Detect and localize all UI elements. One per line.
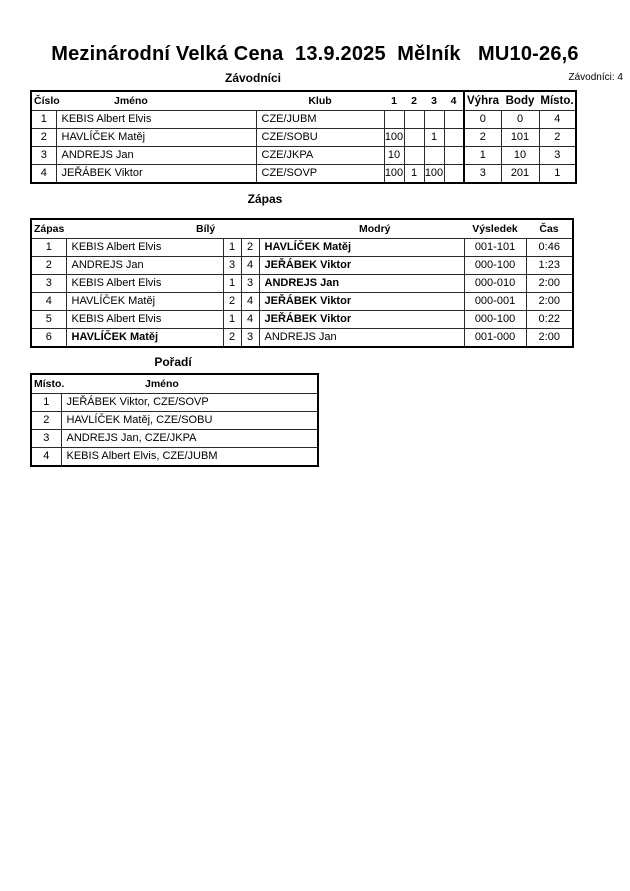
matches-section-title: Zápas	[247, 192, 283, 206]
competitors-section-title: Závodníci	[224, 71, 282, 85]
cell-number: 2	[31, 129, 56, 147]
match-row	[31, 275, 573, 293]
competitor-row	[31, 147, 576, 165]
cell-blue-name: HAVLÍČEK Matěj	[259, 239, 464, 257]
cell-score-2	[404, 129, 424, 147]
cell-name: KEBIS Albert Elvis, CZE/JUBM	[61, 448, 318, 467]
cell-points: 10	[501, 147, 539, 165]
col-header-time: Čas	[526, 219, 573, 239]
col-header-blue: Modrý	[259, 219, 464, 239]
col-header-name: Jméno	[61, 374, 318, 394]
cell-result: 000-100	[464, 257, 526, 275]
col-header-round-1: 1	[384, 91, 404, 111]
cell-match-number: 2	[31, 257, 66, 275]
cell-score-4	[444, 129, 464, 147]
cell-match-number: 1	[31, 239, 66, 257]
cell-number: 4	[31, 165, 56, 184]
cell-name: JEŘÁBEK Viktor, CZE/SOVP	[61, 394, 318, 412]
cell-blue-number: 3	[241, 275, 259, 293]
cell-result: 000-001	[464, 293, 526, 311]
ranking-row	[31, 394, 318, 412]
cell-score-2	[404, 147, 424, 165]
cell-score-3: 1	[424, 129, 444, 147]
cell-blue-name: JEŘÁBEK Viktor	[259, 257, 464, 275]
cell-points: 201	[501, 165, 539, 184]
cell-score-2: 1	[404, 165, 424, 184]
cell-time: 2:00	[526, 329, 573, 348]
cell-club: CZE/SOVP	[256, 165, 384, 184]
cell-time: 0:46	[526, 239, 573, 257]
cell-white-name: KEBIS Albert Elvis	[66, 311, 223, 329]
matches-table	[30, 218, 574, 348]
cell-wins: 1	[464, 147, 501, 165]
cell-name: HAVLÍČEK Matěj, CZE/SOBU	[61, 412, 318, 430]
cell-place: 2	[539, 129, 576, 147]
cell-score-4	[444, 165, 464, 184]
ranking-table	[30, 373, 319, 467]
cell-match-number: 3	[31, 275, 66, 293]
cell-score-1	[384, 111, 404, 129]
cell-club: CZE/JUBM	[256, 111, 384, 129]
match-row	[31, 239, 573, 257]
cell-name: ANDREJS Jan, CZE/JKPA	[61, 430, 318, 448]
cell-score-3: 100	[424, 165, 444, 184]
cell-time: 2:00	[526, 275, 573, 293]
cell-score-1: 100	[384, 165, 404, 184]
ranking-row	[31, 412, 318, 430]
cell-score-1: 100	[384, 129, 404, 147]
cell-name: HAVLÍČEK Matěj	[56, 129, 256, 147]
col-header-name: Jméno	[56, 91, 256, 111]
cell-white-name: HAVLÍČEK Matěj	[66, 293, 223, 311]
cell-white-number: 1	[223, 275, 241, 293]
col-header-result: Výsledek	[464, 219, 526, 239]
col-header-points: Body	[501, 91, 539, 111]
cell-place: 2	[31, 412, 61, 430]
ranking-section-title: Pořadí	[154, 355, 192, 369]
cell-blue-number: 4	[241, 257, 259, 275]
cell-points: 101	[501, 129, 539, 147]
cell-result: 001-000	[464, 329, 526, 348]
cell-score-2	[404, 111, 424, 129]
col-header-wins: Výhra	[464, 91, 501, 111]
cell-wins: 0	[464, 111, 501, 129]
competitor-row	[31, 111, 576, 129]
cell-white-name: KEBIS Albert Elvis	[66, 275, 223, 293]
cell-number: 3	[31, 147, 56, 165]
matches-header-row	[31, 219, 573, 239]
col-header-place: Místo.	[539, 91, 576, 111]
cell-club: CZE/SOBU	[256, 129, 384, 147]
match-row	[31, 293, 573, 311]
cell-time: 1:23	[526, 257, 573, 275]
cell-result: 000-010	[464, 275, 526, 293]
competitor-row	[31, 165, 576, 184]
cell-points: 0	[501, 111, 539, 129]
cell-result: 000-100	[464, 311, 526, 329]
competitors-table	[30, 90, 577, 184]
col-header-club: Klub	[256, 91, 384, 111]
col-header-white-number	[223, 219, 241, 239]
match-row	[31, 311, 573, 329]
cell-blue-number: 3	[241, 329, 259, 348]
cell-blue-name: JEŘÁBEK Viktor	[259, 293, 464, 311]
col-header-place: Místo.	[31, 374, 61, 394]
cell-wins: 3	[464, 165, 501, 184]
col-header-number: Číslo	[31, 91, 56, 111]
cell-place: 3	[31, 430, 61, 448]
cell-match-number: 4	[31, 293, 66, 311]
col-header-blue-number	[241, 219, 259, 239]
competitor-row	[31, 129, 576, 147]
competitors-header-row	[31, 91, 576, 111]
col-header-round-3: 3	[424, 91, 444, 111]
cell-white-number: 1	[223, 239, 241, 257]
cell-time: 0:22	[526, 311, 573, 329]
cell-white-number: 3	[223, 257, 241, 275]
cell-blue-name: ANDREJS Jan	[259, 275, 464, 293]
ranking-row	[31, 448, 318, 467]
cell-white-name: ANDREJS Jan	[66, 257, 223, 275]
cell-blue-name: ANDREJS Jan	[259, 329, 464, 348]
col-header-round-4: 4	[444, 91, 464, 111]
cell-score-1: 10	[384, 147, 404, 165]
cell-place: 1	[539, 165, 576, 184]
cell-club: CZE/JKPA	[256, 147, 384, 165]
competitors-count-label: Závodníci: 4	[568, 72, 623, 83]
cell-place: 1	[31, 394, 61, 412]
cell-blue-number: 4	[241, 311, 259, 329]
cell-score-4	[444, 147, 464, 165]
cell-place: 3	[539, 147, 576, 165]
cell-place: 4	[31, 448, 61, 467]
cell-result: 001-101	[464, 239, 526, 257]
cell-white-name: KEBIS Albert Elvis	[66, 239, 223, 257]
cell-number: 1	[31, 111, 56, 129]
cell-score-4	[444, 111, 464, 129]
cell-name: KEBIS Albert Elvis	[56, 111, 256, 129]
cell-blue-number: 4	[241, 293, 259, 311]
cell-white-name: HAVLÍČEK Matěj	[66, 329, 223, 348]
cell-white-number: 2	[223, 329, 241, 348]
cell-white-number: 1	[223, 311, 241, 329]
cell-score-3	[424, 147, 444, 165]
match-row	[31, 329, 573, 348]
cell-white-number: 2	[223, 293, 241, 311]
cell-wins: 2	[464, 129, 501, 147]
ranking-header-row	[31, 374, 318, 394]
cell-match-number: 5	[31, 311, 66, 329]
cell-blue-name: JEŘÁBEK Viktor	[259, 311, 464, 329]
cell-name: JEŘÁBEK Viktor	[56, 165, 256, 184]
cell-match-number: 6	[31, 329, 66, 348]
cell-place: 4	[539, 111, 576, 129]
cell-score-3	[424, 111, 444, 129]
page-title: Mezinárodní Velká Cena 13.9.2025 Mělník MU10-26,6	[51, 43, 579, 65]
cell-time: 2:00	[526, 293, 573, 311]
col-header-match: Zápas	[31, 219, 66, 239]
cell-name: ANDREJS Jan	[56, 147, 256, 165]
cell-blue-number: 2	[241, 239, 259, 257]
ranking-row	[31, 430, 318, 448]
col-header-round-2: 2	[404, 91, 424, 111]
match-row	[31, 257, 573, 275]
col-header-white: Bílý	[66, 219, 223, 239]
